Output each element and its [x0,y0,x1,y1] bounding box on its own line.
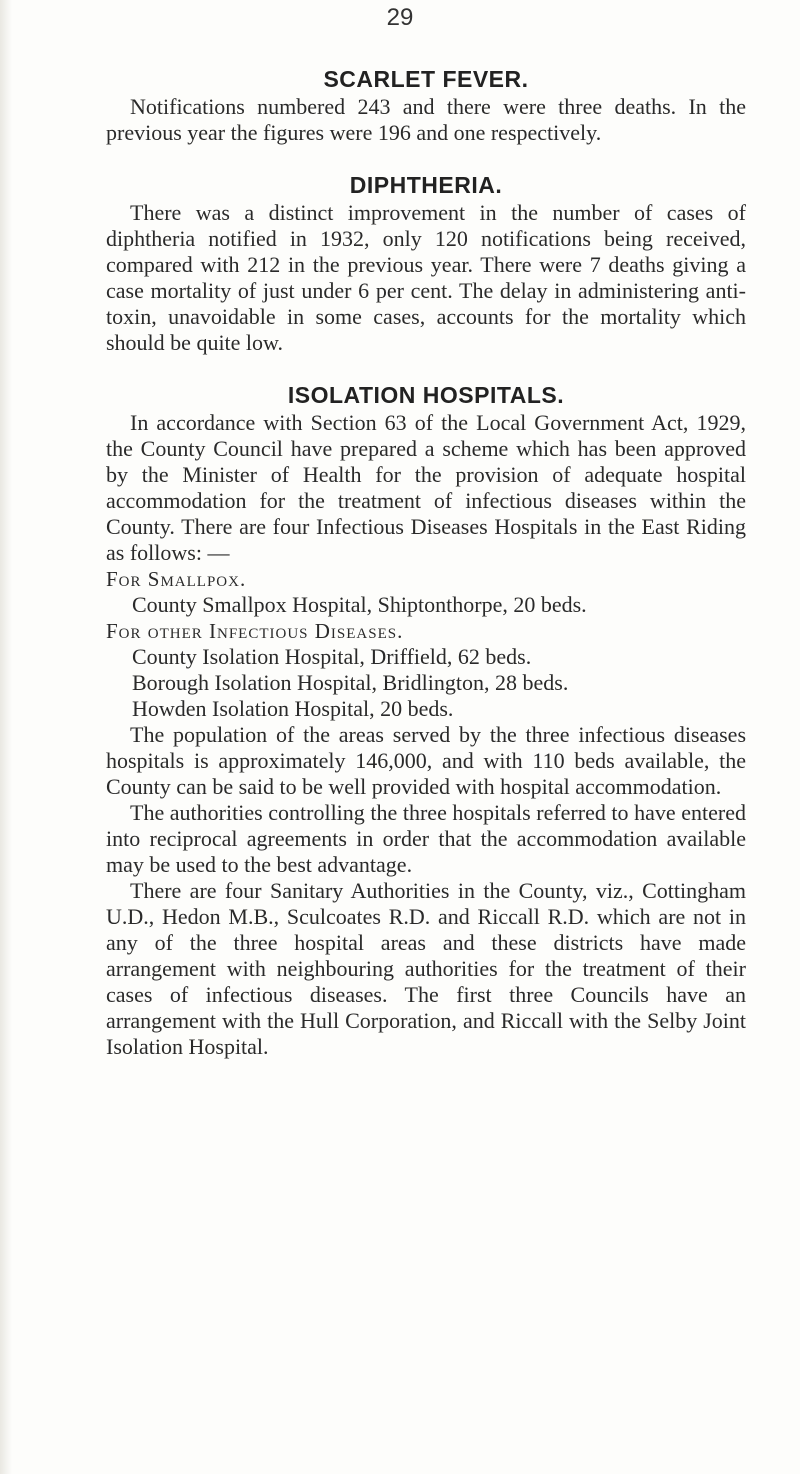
isolation-intro-paragraph: In accordance with Section 63 of the Local Government Act, 1929, the County Council have prepared a scheme which has been approved by the Minister of Health for the provision of adequate hospital accommodation for the treatment of infectious diseases within the County. There are four Infectious Diseases Hospitals in the East Riding as follows: — [106,410,746,565]
section-title-isolation-hospitals: ISOLATION HOSPITALS. [287,382,565,408]
page-edge-shadow [0,0,12,1474]
section-title-scarlet-fever: SCARLET FEVER. [323,66,529,92]
scarlet-fever-paragraph: Notifications numbered 243 and there were three deaths. In the previous year the figures were 196 and one respectively. [106,94,746,145]
other-diseases-heading: For other Infectious Diseases. [106,619,404,643]
hospital-entry: County Smallpox Hospital, Shiptonthorpe, 20 beds. [132,592,587,617]
authorities-paragraph: The authorities controlling the three hospitals referred to have entered into reciprocal agreements in order that the accommodation available may be used to the best advantage. [106,800,746,877]
page-content [106,56,746,1060]
smallpox-heading: For Smallpox. [106,567,247,591]
diphtheria-paragraph: There was a distinct improvement in the number of cases of diphtheria notified in 1932, only 120 notifications being received, compared with 212 in the previous year. There were 7 deaths giving a case mortality of just under 6 per cent. The delay in administering anti-toxin, unavoidable in some cases, accounts for the mortality which should be quite low. [106,200,746,355]
section-title-diphtheria: DIPHTHERIA. [349,172,503,198]
population-paragraph: The population of the areas served by the three infectious diseases hospitals is approximately 146,000, and with 110 beds available, the County can be said to be well provided with hospital accommodation. [106,722,746,799]
hospital-entry: County Isolation Hospital, Driffield, 62 beds. [132,644,532,669]
hospital-entry: Howden Isolation Hospital, 20 beds. [132,696,454,721]
hospital-entry: Borough Isolation Hospital, Bridlington, 28 beds. [132,670,569,695]
sanitary-authorities-paragraph: There are four Sanitary Authorities in the County, viz., Cottingham U.D., Hedon M.B., Sculcoates R.D. and Riccall R.D. which are not in any of the three hospital areas and these districts have made arrangement with neighbouring authorities for the treatment of their cases of infectious diseases. The first three Councils have an arrangement with the Hull Corporation, and Riccall with the Selby Joint Isolation Hospital. [106,878,746,1059]
page-number: 29 [386,4,414,31]
